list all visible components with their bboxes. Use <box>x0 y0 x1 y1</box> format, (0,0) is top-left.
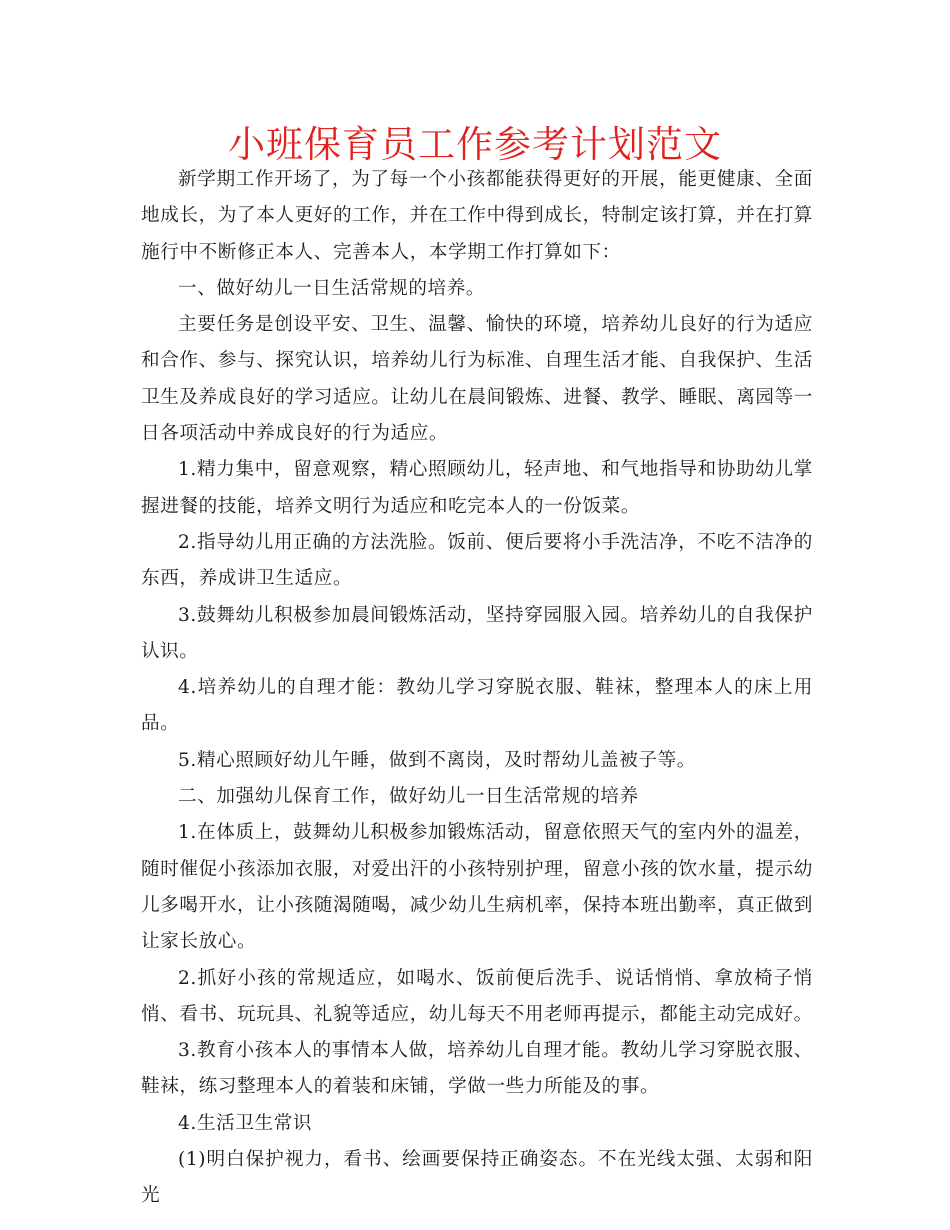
paragraph: 新学期工作开场了，为了每一个小孩都能获得更好的开展，能更健康、全面地成长，为了本人更好的工作，并在工作中得到成长，特制定该打算，并在打算施行中不断修正本人、完善本人，本学期工作打算如下： <box>141 169 813 263</box>
paragraph: 2.指导幼儿用正确的方法洗脸。饭前、便后要将小手洗洁净，不吃不洁净的东西，养成讲卫生适应。 <box>141 531 813 590</box>
paragraph: 3.鼓舞幼儿积极参加晨间锻炼活动，坚持穿园服入园。培养幼儿的自我保护认识。 <box>141 604 813 662</box>
paragraph: (1)明白保护视力，看书、绘画要保持正确姿态。不在光线太强、太弱和阳光 <box>141 1149 813 1207</box>
document-title: 小班保育员工作参考计划范文 <box>228 123 722 166</box>
paragraph: 1.在体质上，鼓舞幼儿积极参加锻炼活动，留意依照天气的室内外的温差，随时催促小孩添加衣服，对爱出汗的小孩特别护理，留意小孩的饮水量，提示幼儿多喝开水，让小孩随渴随喝，减少幼儿生病机率，保持本班出勤率，真正做到让家长放心。 <box>141 822 813 953</box>
paragraph: 3.教育小孩本人的事情本人做，培养幼儿自理才能。教幼儿学习穿脱衣服、鞋袜，练习整理本人的着装和床铺，学做一些力所能及的事。 <box>141 1040 813 1098</box>
paragraph: 主要任务是创设平安、卫生、温馨、愉快的环境，培养幼儿良好的行为适应和合作、参与、探究认识，培养幼儿行为标准、自理生活才能、自我保护、生活卫生及养成良好的学习适应。让幼儿在晨间锻炼、进餐、教学、睡眠、离园等一日各项活动中养成良好的行为适应。 <box>141 314 813 445</box>
paragraph: 二、加强幼儿保育工作，做好幼儿一日生活常规的培养 <box>178 786 639 808</box>
paragraph: 4.培养幼儿的自理才能：教幼儿学习穿脱衣服、鞋袜，整理本人的床上用品。 <box>141 677 813 735</box>
paragraph: 4.生活卫生常识 <box>178 1112 313 1134</box>
document-body <box>141 162 813 1215</box>
paragraph: 5.精心照顾好幼儿午睡，做到不离岗，及时帮幼儿盖被子等。 <box>178 749 696 771</box>
paragraph: 一、做好幼儿一日生活常规的培养。 <box>178 277 486 299</box>
paragraph: 2.抓好小孩的常规适应，如喝水、饭前便后洗手、说话悄悄、拿放椅子悄悄、看书、玩玩具、礼貌等适应，幼儿每天不用老师再提示，都能主动完成好。 <box>141 967 813 1025</box>
paragraph: 1.精力集中，留意观察，精心照顾幼儿，轻声地、和气地指导和协助幼儿掌握进餐的技能，培养文明行为适应和吃完本人的一份饭菜。 <box>141 459 813 517</box>
